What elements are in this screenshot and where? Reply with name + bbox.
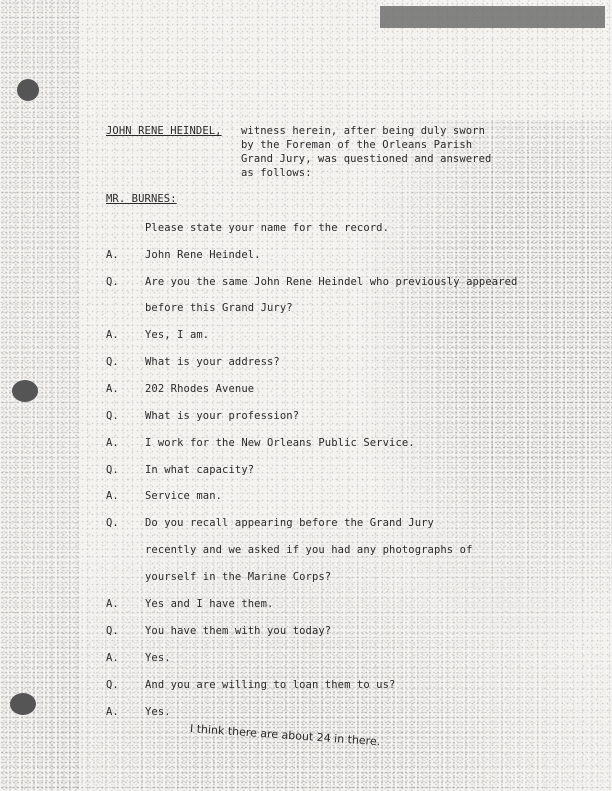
transcript-line: recently and we asked if you had any photographs of: [145, 544, 473, 556]
transcript-line: Please state your name for the record.: [145, 222, 390, 234]
photocopy-smudge-bottom: [0, 520, 612, 791]
witness-name: JOHN RENE HEINDEL,: [106, 125, 222, 137]
punch-hole: [17, 79, 39, 101]
line-marker: Q.: [106, 517, 119, 529]
photocopy-smudge-left: [0, 0, 80, 791]
intro-line: by the Foreman of the Orleans Parish: [241, 139, 473, 151]
transcript-line: You have them with you today?: [145, 625, 332, 637]
line-marker: Q.: [106, 276, 119, 288]
transcript-line: Service man.: [145, 490, 223, 502]
punch-hole: [10, 693, 36, 715]
line-marker: Q.: [106, 464, 119, 476]
examiner-label: MR. BURNES:: [106, 193, 177, 205]
transcript-line: Yes, I am.: [145, 329, 210, 341]
line-marker: A.: [106, 598, 119, 610]
line-marker: A.: [106, 490, 119, 502]
line-marker: Q.: [106, 679, 119, 691]
line-marker: A.: [106, 652, 119, 664]
transcript-line: before this Grand Jury?: [145, 302, 293, 314]
transcript-line: Do you recall appearing before the Grand Jury: [145, 517, 434, 529]
line-marker: Q.: [106, 410, 119, 422]
transcript-line: And you are willing to loan them to us?: [145, 679, 396, 691]
transcript-line: Yes.: [145, 706, 171, 718]
transcript-line: What is your address?: [145, 356, 280, 368]
handwritten-note: I think there are about 24 in there.: [189, 722, 381, 749]
transcript-line: Yes.: [145, 652, 171, 664]
photocopy-smudge-right: [362, 120, 612, 640]
transcript-line: Are you the same John Rene Heindel who previously appeared: [145, 276, 518, 288]
line-marker: Q.: [106, 356, 119, 368]
redaction-bar: [380, 6, 605, 28]
punch-hole: [12, 380, 38, 402]
line-marker: A.: [106, 329, 119, 341]
intro-line: Grand Jury, was questioned and answered: [241, 153, 492, 165]
transcript-line: In what capacity?: [145, 464, 255, 476]
intro-line: witness herein, after being duly sworn: [241, 125, 486, 137]
intro-line: as follows:: [241, 167, 312, 179]
line-marker: Q.: [106, 625, 119, 637]
line-marker: A.: [106, 249, 119, 261]
line-marker: A.: [106, 383, 119, 395]
line-marker: A.: [106, 437, 119, 449]
transcript-line: John Rene Heindel.: [145, 249, 261, 261]
transcript-line: What is your profession?: [145, 410, 300, 422]
line-marker: A.: [106, 706, 119, 718]
transcript-line: I work for the New Orleans Public Service.: [145, 437, 415, 449]
transcript-line: yourself in the Marine Corps?: [145, 571, 332, 583]
transcript-line: 202 Rhodes Avenue: [145, 383, 255, 395]
transcript-line: Yes and I have them.: [145, 598, 274, 610]
